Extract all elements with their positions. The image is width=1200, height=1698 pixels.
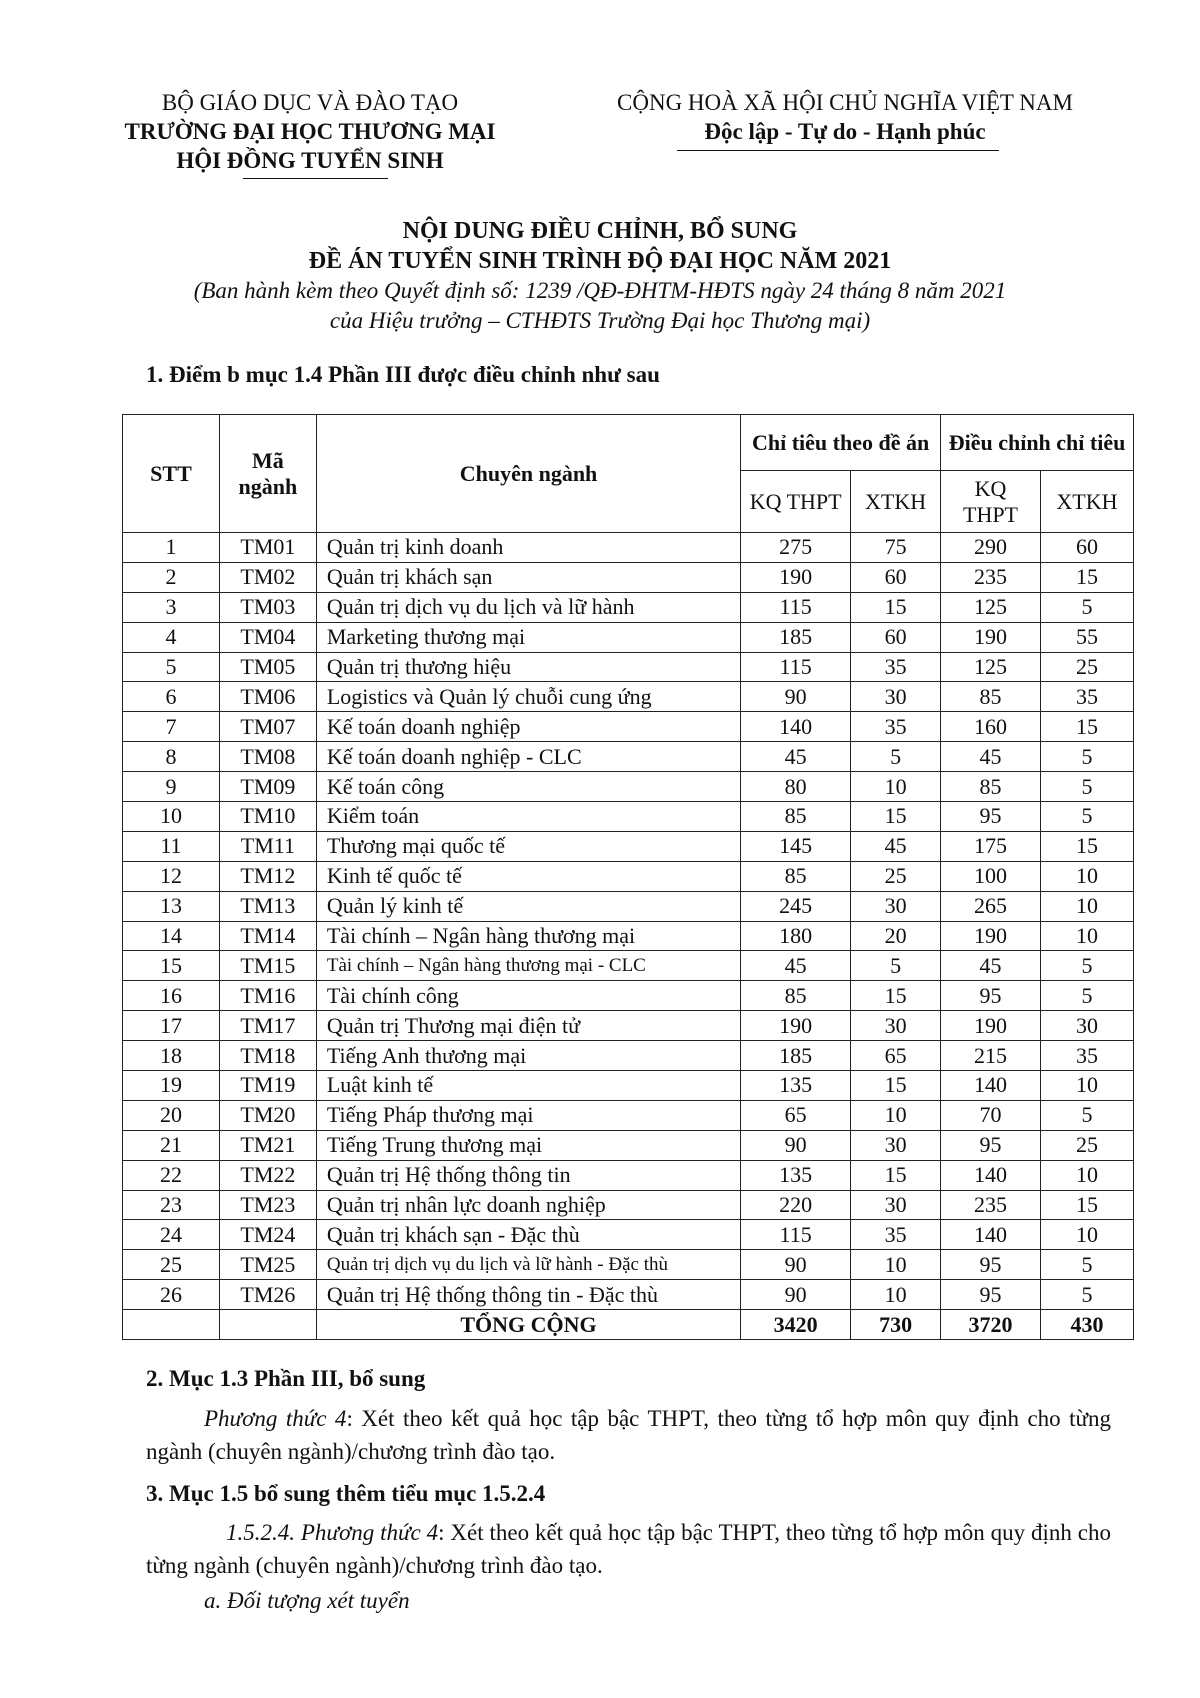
cell-kq-thpt-1: 115 — [741, 592, 851, 622]
cell-kq-thpt-1: 190 — [741, 562, 851, 592]
col-header-kq-thpt-2: KQ THPT — [941, 471, 1041, 533]
cell-stt: 13 — [123, 891, 220, 921]
cell-code: TM01 — [219, 533, 316, 563]
cell-code: TM04 — [219, 622, 316, 652]
document-decision-line2: của Hiệu trưởng – CTHĐTS Trường Đại học Thương mại) — [329, 308, 871, 333]
cell-name: Tài chính – Ngân hàng thương mại — [316, 921, 740, 951]
cell-stt: 20 — [123, 1100, 220, 1130]
table-row — [123, 1190, 1134, 1220]
cell-kq-thpt-1: 45 — [741, 951, 851, 981]
cell-stt: 23 — [123, 1190, 220, 1220]
cell-kq-thpt-2: 140 — [941, 1160, 1041, 1190]
cell-kq-thpt-1: 135 — [741, 1160, 851, 1190]
cell-xtkh-1: 45 — [851, 831, 941, 861]
cell-stt: 5 — [123, 652, 220, 682]
table-row — [123, 1160, 1134, 1190]
cell-code: TM09 — [219, 772, 316, 802]
table-row — [123, 891, 1134, 921]
cell-code: TM21 — [219, 1130, 316, 1160]
header-right-underline — [677, 150, 999, 151]
cell-kq-thpt-1: 275 — [741, 533, 851, 563]
cell-xtkh-1: 60 — [851, 622, 941, 652]
cell-xtkh-2: 60 — [1040, 533, 1133, 563]
cell-code: TM02 — [219, 562, 316, 592]
cell-kq-thpt-2: 265 — [941, 891, 1041, 921]
cell-kq-thpt-1: 185 — [741, 1041, 851, 1071]
table-total-row — [123, 1310, 1134, 1340]
total-kq-thpt-2: 3720 — [941, 1310, 1041, 1340]
cell-code: TM23 — [219, 1190, 316, 1220]
cell-name: Marketing thương mại — [316, 622, 740, 652]
cell-kq-thpt-2: 235 — [941, 562, 1041, 592]
cell-code: TM03 — [219, 592, 316, 622]
table-row — [123, 742, 1134, 772]
col-header-chuyen-nganh: Chuyên ngành — [316, 415, 740, 533]
cell-name: Kế toán doanh nghiệp — [316, 712, 740, 742]
cell-kq-thpt-1: 220 — [741, 1190, 851, 1220]
cell-stt: 26 — [123, 1280, 220, 1310]
cell-code: TM24 — [219, 1220, 316, 1250]
nation-name: CỘNG HOÀ XÃ HỘI CHỦ NGHĨA VIỆT NAM — [617, 90, 1073, 115]
cell-xtkh-1: 10 — [851, 1280, 941, 1310]
cell-xtkh-1: 5 — [851, 951, 941, 981]
cell-code: TM05 — [219, 652, 316, 682]
cell-code: TM13 — [219, 891, 316, 921]
cell-name: Quản trị kinh doanh — [316, 533, 740, 563]
table-row — [123, 1071, 1134, 1101]
cell-code: TM16 — [219, 981, 316, 1011]
nation-motto: Độc lập - Tự do - Hạnh phúc — [704, 119, 986, 144]
cell-stt: 1 — [123, 533, 220, 563]
cell-kq-thpt-2: 85 — [941, 772, 1041, 802]
cell-xtkh-2: 10 — [1040, 861, 1133, 891]
university-name: TRƯỜNG ĐẠI HỌC THƯƠNG MẠI — [124, 119, 496, 144]
cell-xtkh-1: 5 — [851, 742, 941, 772]
table-row — [123, 592, 1134, 622]
cell-code: TM14 — [219, 921, 316, 951]
cell-kq-thpt-1: 190 — [741, 1011, 851, 1041]
cell-stt: 14 — [123, 921, 220, 951]
document-title-line1: NỘI DUNG ĐIỀU CHỈNH, BỔ SUNG — [402, 218, 798, 244]
col-header-xtkh-1: XTKH — [851, 471, 941, 533]
cell-stt: 25 — [123, 1250, 220, 1280]
col-header-ma-nganh: Mã ngành — [219, 415, 316, 533]
cell-stt: 18 — [123, 1041, 220, 1071]
cell-name: Quản trị dịch vụ du lịch và lữ hành - Đặc thù — [316, 1250, 740, 1280]
cell-xtkh-2: 5 — [1040, 772, 1133, 802]
table-row — [123, 562, 1134, 592]
council-name: HỘI ĐỒNG TUYỂN SINH — [176, 148, 444, 173]
cell-kq-thpt-2: 290 — [941, 533, 1041, 563]
quota-table — [122, 414, 1134, 1340]
cell-xtkh-2: 15 — [1040, 1190, 1133, 1220]
section2-heading: 2. Mục 1.3 Phần III, bổ sung — [146, 1366, 426, 1391]
cell-code: TM07 — [219, 712, 316, 742]
cell-name: Kiểm toán — [316, 802, 740, 832]
cell-xtkh-2: 5 — [1040, 1250, 1133, 1280]
cell-code: TM12 — [219, 861, 316, 891]
quota-table-body — [123, 533, 1134, 1340]
cell-kq-thpt-2: 95 — [941, 981, 1041, 1011]
table-row — [123, 1280, 1134, 1310]
table-row — [123, 861, 1134, 891]
cell-xtkh-2: 5 — [1040, 951, 1133, 981]
table-row — [123, 652, 1134, 682]
cell-name: Quản trị nhân lực doanh nghiệp — [316, 1190, 740, 1220]
cell-xtkh-1: 30 — [851, 891, 941, 921]
cell-name: Quản trị Hệ thống thông tin - Đặc thù — [316, 1280, 740, 1310]
cell-stt: 11 — [123, 831, 220, 861]
table-row — [123, 622, 1134, 652]
cell-xtkh-1: 65 — [851, 1041, 941, 1071]
cell-kq-thpt-1: 180 — [741, 921, 851, 951]
cell-kq-thpt-2: 95 — [941, 1250, 1041, 1280]
cell-kq-thpt-2: 95 — [941, 802, 1041, 832]
cell-xtkh-2: 25 — [1040, 652, 1133, 682]
cell-name: Thương mại quốc tế — [316, 831, 740, 861]
table-row — [123, 712, 1134, 742]
table-row — [123, 802, 1134, 832]
cell-xtkh-1: 15 — [851, 1160, 941, 1190]
table-row — [123, 682, 1134, 712]
cell-xtkh-1: 30 — [851, 682, 941, 712]
cell-kq-thpt-2: 140 — [941, 1071, 1041, 1101]
cell-kq-thpt-2: 100 — [941, 861, 1041, 891]
cell-kq-thpt-2: 175 — [941, 831, 1041, 861]
cell-kq-thpt-1: 65 — [741, 1100, 851, 1130]
total-xtkh-2: 430 — [1040, 1310, 1133, 1340]
section3-subitem — [146, 1584, 1104, 1617]
cell-kq-thpt-2: 70 — [941, 1100, 1041, 1130]
cell-stt: 21 — [123, 1130, 220, 1160]
cell-xtkh-1: 15 — [851, 802, 941, 832]
cell-kq-thpt-1: 90 — [741, 682, 851, 712]
cell-name: Kinh tế quốc tế — [316, 861, 740, 891]
cell-xtkh-1: 15 — [851, 1071, 941, 1101]
cell-xtkh-1: 35 — [851, 712, 941, 742]
cell-code: TM15 — [219, 951, 316, 981]
cell-kq-thpt-2: 140 — [941, 1220, 1041, 1250]
cell-stt: 8 — [123, 742, 220, 772]
cell-xtkh-1: 30 — [851, 1011, 941, 1041]
cell-xtkh-1: 75 — [851, 533, 941, 563]
document-title-block — [100, 216, 1100, 336]
cell-code: TM20 — [219, 1100, 316, 1130]
cell-code: TM25 — [219, 1250, 316, 1280]
section3-method-label: 1.5.2.4. Phương thức 4 — [226, 1520, 439, 1545]
table-row — [123, 1220, 1134, 1250]
cell-kq-thpt-1: 140 — [741, 712, 851, 742]
cell-name: Luật kinh tế — [316, 1071, 740, 1101]
cell-stt: 6 — [123, 682, 220, 712]
cell-stt: 10 — [123, 802, 220, 832]
cell-kq-thpt-2: 95 — [941, 1280, 1041, 1310]
cell-xtkh-2: 10 — [1040, 921, 1133, 951]
cell-kq-thpt-1: 135 — [741, 1071, 851, 1101]
cell-xtkh-1: 15 — [851, 981, 941, 1011]
cell-kq-thpt-2: 85 — [941, 682, 1041, 712]
cell-xtkh-2: 25 — [1040, 1130, 1133, 1160]
cell-kq-thpt-2: 190 — [941, 1011, 1041, 1041]
cell-kq-thpt-2: 235 — [941, 1190, 1041, 1220]
cell-stt: 16 — [123, 981, 220, 1011]
table-row — [123, 1250, 1134, 1280]
table-row — [123, 1130, 1134, 1160]
total-kq-thpt-1: 3420 — [741, 1310, 851, 1340]
col-header-stt: STT — [123, 415, 220, 533]
cell-stt: 17 — [123, 1011, 220, 1041]
cell-xtkh-2: 15 — [1040, 712, 1133, 742]
cell-kq-thpt-1: 85 — [741, 861, 851, 891]
cell-kq-thpt-1: 45 — [741, 742, 851, 772]
cell-name: Tiếng Anh thương mại — [316, 1041, 740, 1071]
col-header-chi-tieu: Chỉ tiêu theo đề án — [741, 415, 941, 471]
cell-kq-thpt-2: 190 — [941, 622, 1041, 652]
cell-xtkh-2: 55 — [1040, 622, 1133, 652]
table-row — [123, 1100, 1134, 1130]
cell-xtkh-1: 30 — [851, 1190, 941, 1220]
cell-kq-thpt-2: 45 — [941, 951, 1041, 981]
cell-xtkh-2: 5 — [1040, 592, 1133, 622]
cell-code: TM08 — [219, 742, 316, 772]
cell-kq-thpt-2: 45 — [941, 742, 1041, 772]
cell-kq-thpt-1: 145 — [741, 831, 851, 861]
header-ministry-block — [110, 88, 510, 175]
cell-name: Kế toán doanh nghiệp - CLC — [316, 742, 740, 772]
cell-xtkh-2: 5 — [1040, 1280, 1133, 1310]
cell-kq-thpt-1: 90 — [741, 1250, 851, 1280]
cell-name: Kế toán công — [316, 772, 740, 802]
section2-method-label: Phương thức 4 — [204, 1406, 347, 1431]
col-header-xtkh-2: XTKH — [1040, 471, 1133, 533]
cell-kq-thpt-1: 90 — [741, 1280, 851, 1310]
cell-code: TM06 — [219, 682, 316, 712]
table-row — [123, 1041, 1134, 1071]
cell-xtkh-1: 10 — [851, 1250, 941, 1280]
header-nation-block — [580, 88, 1110, 146]
cell-kq-thpt-2: 190 — [941, 921, 1041, 951]
total-label: TỔNG CỘNG — [316, 1310, 740, 1340]
table-row — [123, 981, 1134, 1011]
cell-xtkh-1: 15 — [851, 592, 941, 622]
cell-stt: 4 — [123, 622, 220, 652]
cell-kq-thpt-2: 215 — [941, 1041, 1041, 1071]
cell-name: Tài chính – Ngân hàng thương mại - CLC — [316, 951, 740, 981]
cell-xtkh-2: 10 — [1040, 891, 1133, 921]
cell-name: Quản lý kinh tế — [316, 891, 740, 921]
cell-stt: 3 — [123, 592, 220, 622]
cell-code: TM19 — [219, 1071, 316, 1101]
cell-xtkh-1: 30 — [851, 1130, 941, 1160]
cell-name: Quản trị thương hiệu — [316, 652, 740, 682]
cell-stt: 24 — [123, 1220, 220, 1250]
table-row — [123, 533, 1134, 563]
cell-kq-thpt-2: 125 — [941, 652, 1041, 682]
cell-kq-thpt-1: 185 — [741, 622, 851, 652]
cell-xtkh-2: 15 — [1040, 562, 1133, 592]
cell-stt: 12 — [123, 861, 220, 891]
cell-xtkh-1: 25 — [851, 861, 941, 891]
cell-xtkh-2: 10 — [1040, 1220, 1133, 1250]
cell-stt: 2 — [123, 562, 220, 592]
document-decision-line1: (Ban hành kèm theo Quyết định số: 1239 /QĐ-ĐHTM-HĐTS ngày 24 tháng 8 năm 2021 — [193, 278, 1007, 303]
table-row — [123, 1011, 1134, 1041]
cell-xtkh-2: 35 — [1040, 1041, 1133, 1071]
cell-xtkh-1: 10 — [851, 772, 941, 802]
section3-method-text: : Xét theo kết quả học tập bậc THPT, theo từng tổ hợp môn quy định cho từng ngành (chuyên ngành)/chương trình đào tạo. — [146, 1520, 1111, 1578]
total-empty-cell — [219, 1310, 316, 1340]
cell-xtkh-2: 5 — [1040, 1100, 1133, 1130]
cell-name: Tiếng Pháp thương mại — [316, 1100, 740, 1130]
cell-code: TM18 — [219, 1041, 316, 1071]
cell-xtkh-2: 5 — [1040, 981, 1133, 1011]
cell-xtkh-2: 5 — [1040, 802, 1133, 832]
total-xtkh-1: 730 — [851, 1310, 941, 1340]
cell-kq-thpt-1: 245 — [741, 891, 851, 921]
cell-name: Logistics và Quản lý chuỗi cung ứng — [316, 682, 740, 712]
cell-xtkh-1: 60 — [851, 562, 941, 592]
ministry-name: BỘ GIÁO DỤC VÀ ĐÀO TẠO — [161, 90, 459, 115]
cell-xtkh-2: 15 — [1040, 831, 1133, 861]
table-row — [123, 921, 1134, 951]
table-row — [123, 831, 1134, 861]
section3-paragraph — [146, 1516, 1111, 1582]
cell-xtkh-2: 5 — [1040, 742, 1133, 772]
cell-name: Quản trị Hệ thống thông tin — [316, 1160, 740, 1190]
cell-code: TM17 — [219, 1011, 316, 1041]
cell-xtkh-2: 10 — [1040, 1160, 1133, 1190]
section3-subitem-label: a. Đối tượng xét tuyển — [204, 1588, 410, 1613]
cell-kq-thpt-1: 90 — [741, 1130, 851, 1160]
cell-name: Tiếng Trung thương mại — [316, 1130, 740, 1160]
cell-xtkh-1: 10 — [851, 1100, 941, 1130]
section1-heading: 1. Điểm b mục 1.4 Phần III được điều chỉnh như sau — [146, 362, 660, 387]
cell-xtkh-2: 35 — [1040, 682, 1133, 712]
cell-name: Quản trị Thương mại điện tử — [316, 1011, 740, 1041]
cell-kq-thpt-1: 80 — [741, 772, 851, 802]
cell-xtkh-2: 30 — [1040, 1011, 1133, 1041]
cell-kq-thpt-1: 115 — [741, 1220, 851, 1250]
cell-kq-thpt-1: 115 — [741, 652, 851, 682]
cell-name: Tài chính công — [316, 981, 740, 1011]
section2-paragraph — [146, 1402, 1111, 1468]
cell-code: TM26 — [219, 1280, 316, 1310]
col-header-kq-thpt-1: KQ THPT — [741, 471, 851, 533]
cell-code: TM10 — [219, 802, 316, 832]
col-header-dieu-chinh: Điều chỉnh chỉ tiêu — [941, 415, 1134, 471]
cell-name: Quản trị dịch vụ du lịch và lữ hành — [316, 592, 740, 622]
cell-name: Quản trị khách sạn — [316, 562, 740, 592]
cell-kq-thpt-1: 85 — [741, 802, 851, 832]
section2-method-text: : Xét theo kết quả học tập bậc THPT, theo từng tổ hợp môn quy định cho từng ngành (chuyên ngành)/chương trình đào tạo. — [146, 1406, 1111, 1464]
table-row — [123, 951, 1134, 981]
cell-stt: 9 — [123, 772, 220, 802]
table-row — [123, 772, 1134, 802]
cell-stt: 7 — [123, 712, 220, 742]
section3-heading: 3. Mục 1.5 bổ sung thêm tiểu mục 1.5.2.4 — [146, 1481, 546, 1506]
cell-kq-thpt-2: 125 — [941, 592, 1041, 622]
cell-code: TM11 — [219, 831, 316, 861]
cell-kq-thpt-1: 85 — [741, 981, 851, 1011]
cell-stt: 19 — [123, 1071, 220, 1101]
cell-xtkh-1: 35 — [851, 1220, 941, 1250]
header-left-underline — [243, 178, 388, 179]
cell-stt: 22 — [123, 1160, 220, 1190]
cell-code: TM22 — [219, 1160, 316, 1190]
cell-kq-thpt-2: 160 — [941, 712, 1041, 742]
cell-xtkh-1: 20 — [851, 921, 941, 951]
document-title-line2: ĐỀ ÁN TUYỂN SINH TRÌNH ĐỘ ĐẠI HỌC NĂM 2021 — [308, 248, 892, 274]
total-empty-cell — [123, 1310, 220, 1340]
cell-kq-thpt-2: 95 — [941, 1130, 1041, 1160]
cell-stt: 15 — [123, 951, 220, 981]
cell-xtkh-2: 10 — [1040, 1071, 1133, 1101]
cell-xtkh-1: 35 — [851, 652, 941, 682]
cell-name: Quản trị khách sạn - Đặc thù — [316, 1220, 740, 1250]
